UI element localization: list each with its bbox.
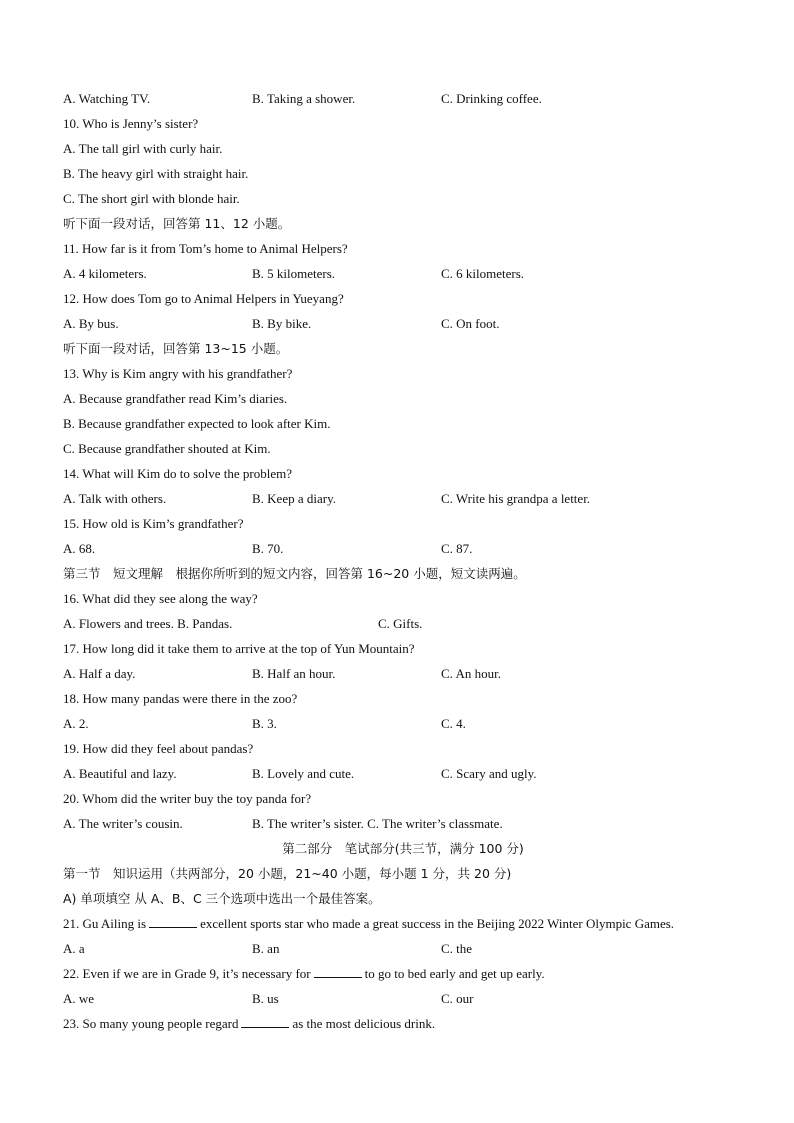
- option-a[interactable]: A. Watching TV.: [63, 91, 151, 106]
- option-b[interactable]: B. 3.: [252, 716, 277, 731]
- dialog-instruction-11-12: 听下面一段对话，回答第 11、12 小题。: [63, 216, 291, 231]
- q10-option-b[interactable]: B. The heavy girl with straight hair.: [63, 166, 249, 181]
- option-b[interactable]: B. Half an hour.: [252, 666, 336, 681]
- q22-prefix: 22. Even if we are in Grade 9, it’s necessary for: [63, 966, 311, 981]
- q12-options: [63, 314, 743, 339]
- q10-option-c[interactable]: C. The short girl with blonde hair.: [63, 191, 240, 206]
- option-a[interactable]: A. Half a day.: [63, 666, 136, 681]
- question-20: 20. Whom did the writer buy the toy panda for?: [63, 791, 312, 806]
- q21-blank[interactable]: [149, 915, 197, 928]
- question-16: 16. What did they see along the way?: [63, 591, 258, 606]
- q22-suffix: to go to bed early and get up early.: [364, 966, 545, 981]
- option-c[interactable]: C. Drinking coffee.: [441, 91, 542, 106]
- option-c[interactable]: C. On foot.: [441, 316, 500, 331]
- option-a[interactable]: A. 4 kilometers.: [63, 266, 147, 281]
- q17-options: [63, 664, 743, 689]
- option-a[interactable]: A. Beautiful and lazy.: [63, 766, 177, 781]
- option-c[interactable]: C. the: [441, 941, 473, 956]
- q23-suffix: as the most delicious drink.: [292, 1016, 436, 1031]
- question-21: [63, 914, 743, 939]
- q21-options: [63, 939, 743, 964]
- option-c[interactable]: C. 87.: [441, 541, 473, 556]
- q19-options: [63, 764, 743, 789]
- part-2-a-instruction: A) 单项填空 从 A、B、C 三个选项中选出一个最佳答案。: [63, 891, 381, 906]
- option-c[interactable]: C. An hour.: [441, 666, 501, 681]
- option-c[interactable]: C. our: [441, 991, 474, 1006]
- q16-options: [63, 614, 743, 639]
- option-c[interactable]: C. Write his grandpa a letter.: [441, 491, 591, 506]
- option-b[interactable]: B. 70.: [252, 541, 284, 556]
- q10-option-a[interactable]: A. The tall girl with curly hair.: [63, 141, 223, 156]
- q13-option-c[interactable]: C. Because grandfather shouted at Kim.: [63, 441, 271, 456]
- option-b[interactable]: B. us: [252, 991, 279, 1006]
- q15-options: [63, 539, 743, 564]
- question-18: 18. How many pandas were there in the zoo?: [63, 691, 298, 706]
- option-a[interactable]: A. 2.: [63, 716, 89, 731]
- q9-options: [63, 89, 743, 114]
- option-a[interactable]: A. we: [63, 991, 95, 1006]
- option-b[interactable]: B. Lovely and cute.: [252, 766, 355, 781]
- q13-option-a[interactable]: A. Because grandfather read Kim’s diaries.: [63, 391, 288, 406]
- q21-suffix: excellent sports star who made a great success in the Beijing 2022 Winter Olympic Games.: [200, 916, 675, 931]
- question-10: 10. Who is Jenny’s sister?: [63, 116, 199, 131]
- question-15: 15. How old is Kim’s grandfather?: [63, 516, 244, 531]
- option-b[interactable]: B. an: [252, 941, 280, 956]
- question-13: 13. Why is Kim angry with his grandfather?: [63, 366, 293, 381]
- q14-options: [63, 489, 743, 514]
- q22-options: [63, 989, 743, 1014]
- q23-blank[interactable]: [241, 1015, 289, 1028]
- question-14: 14. What will Kim do to solve the problem?: [63, 466, 293, 481]
- option-c[interactable]: C. Gifts.: [378, 616, 423, 631]
- q11-options: [63, 264, 743, 289]
- option-a[interactable]: A. 68.: [63, 541, 96, 556]
- q18-options: [63, 714, 743, 739]
- option-b[interactable]: B. Taking a shower.: [252, 91, 356, 106]
- option-b[interactable]: B. By bike.: [252, 316, 312, 331]
- section-3-heading: 第三节 短文理解 根据你所听到的短文内容，回答第 16~20 小题，短文读两遍。: [63, 566, 526, 581]
- q22-blank[interactable]: [314, 965, 362, 978]
- question-17: 17. How long did it take them to arrive at the top of Yun Mountain?: [63, 641, 415, 656]
- option-b[interactable]: B. 5 kilometers.: [252, 266, 336, 281]
- question-19: 19. How did they feel about pandas?: [63, 741, 254, 756]
- option-b-c[interactable]: B. The writer’s sister. C. The writer’s classmate.: [252, 816, 503, 831]
- option-c[interactable]: C. 4.: [441, 716, 466, 731]
- option-c[interactable]: C. 6 kilometers.: [441, 266, 525, 281]
- question-12: 12. How does Tom go to Animal Helpers in Yueyang?: [63, 291, 344, 306]
- q13-option-b[interactable]: B. Because grandfather expected to look after Kim.: [63, 416, 331, 431]
- q21-prefix: 21. Gu Ailing is: [63, 916, 147, 931]
- option-a[interactable]: A. The writer’s cousin.: [63, 816, 183, 831]
- q23-prefix: 23. So many young people regard: [63, 1016, 239, 1031]
- option-a[interactable]: A. Talk with others.: [63, 491, 167, 506]
- q20-options: [63, 814, 743, 839]
- dialog-instruction-13-15: 听下面一段对话，回答第 13~15 小题。: [63, 341, 289, 356]
- option-a-b[interactable]: A. Flowers and trees. B. Pandas.: [63, 616, 233, 631]
- question-22: [63, 964, 743, 989]
- question-23: [63, 1014, 743, 1039]
- option-a[interactable]: A. a: [63, 941, 85, 956]
- part-2-section-1-heading: 第一节 知识运用（共两部分，20 小题，21~40 小题，每小题 1 分，共 20 分): [63, 866, 512, 881]
- option-b[interactable]: B. Keep a diary.: [252, 491, 336, 506]
- question-11: 11. How far is it from Tom’s home to Animal Helpers?: [63, 241, 348, 256]
- exam-page: [63, 89, 743, 1039]
- option-c[interactable]: C. Scary and ugly.: [441, 766, 537, 781]
- part-2-heading: 第二部分 笔试部分(共三节，满分 100 分): [282, 841, 524, 856]
- option-a[interactable]: A. By bus.: [63, 316, 119, 331]
